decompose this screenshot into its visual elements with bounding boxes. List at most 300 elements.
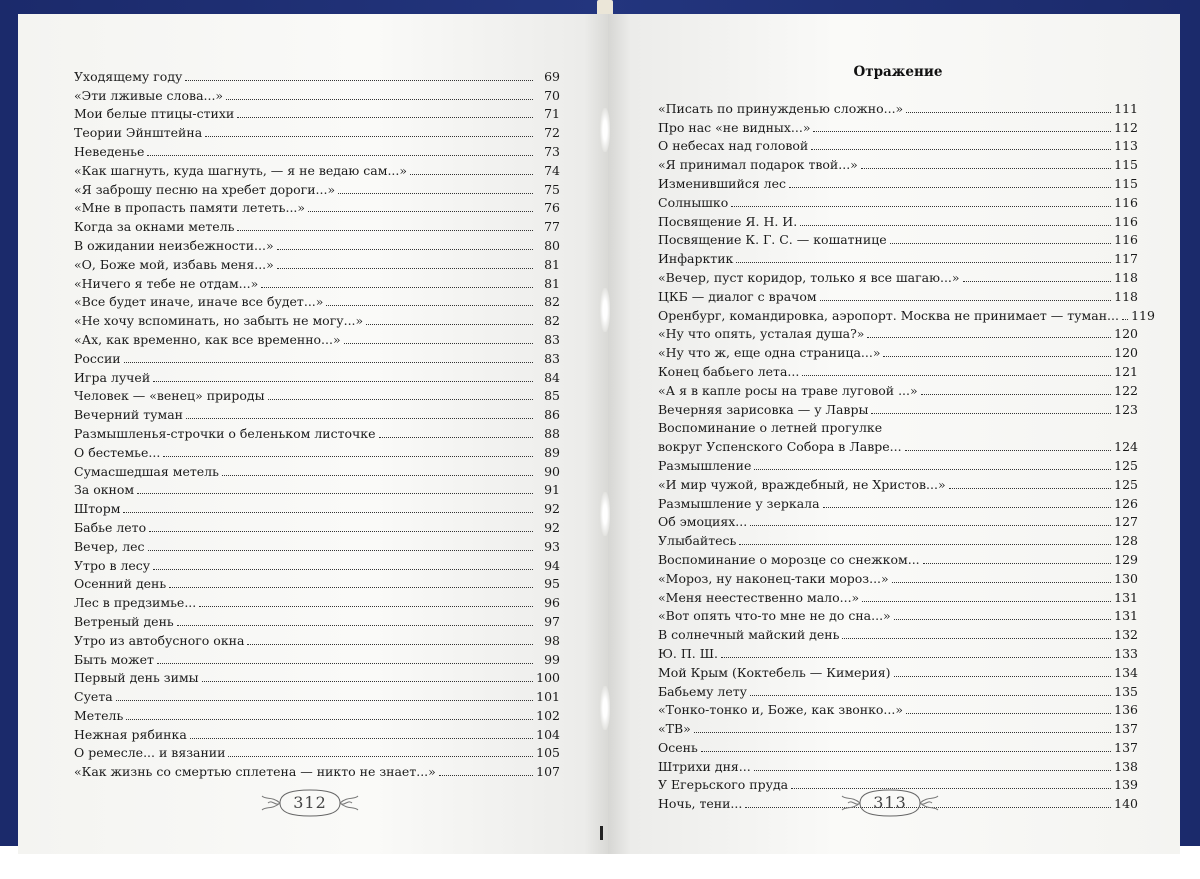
toc-entry-page: 92 bbox=[544, 519, 560, 535]
toc-entry bbox=[74, 348, 560, 367]
toc-entry bbox=[658, 643, 1138, 662]
toc-entry bbox=[658, 173, 1138, 192]
toc-entry-page: 138 bbox=[1114, 758, 1138, 774]
toc-entry-title: России bbox=[74, 350, 121, 366]
left-page-number: 312 bbox=[293, 793, 327, 812]
toc-entry-title: «А я в капле росы на траве луговой ...» bbox=[658, 382, 918, 398]
leader-dots bbox=[823, 507, 1111, 508]
toc-entry bbox=[74, 517, 560, 536]
leader-dots bbox=[820, 300, 1111, 301]
toc-entry-page: 129 bbox=[1114, 551, 1138, 567]
toc-entry-title: Изменившийся лес bbox=[658, 175, 787, 191]
toc-entry bbox=[658, 230, 1138, 249]
toc-entry-title: Уходящему году bbox=[74, 68, 183, 84]
toc-entry-title: Бабье лето bbox=[74, 519, 147, 535]
leader-dots bbox=[237, 117, 533, 118]
toc-entry-title: У Егерьского пруда bbox=[658, 777, 789, 793]
toc-entry bbox=[658, 248, 1138, 267]
leader-dots bbox=[754, 770, 1111, 771]
toc-entry-title: «Ничего я тебе не отдам...» bbox=[74, 275, 259, 291]
toc-entry-page: 81 bbox=[544, 275, 560, 291]
toc-entry-page: 102 bbox=[536, 707, 560, 723]
toc-entry-page: 101 bbox=[536, 689, 560, 705]
toc-entry bbox=[74, 198, 560, 217]
leader-dots bbox=[247, 644, 533, 645]
toc-entry bbox=[74, 122, 560, 141]
toc-entry-page: 130 bbox=[1114, 570, 1138, 586]
toc-entry bbox=[658, 380, 1138, 399]
toc-entry-page: 122 bbox=[1114, 382, 1138, 398]
toc-entry-title: Размышление bbox=[658, 457, 752, 473]
toc-entry-page: 136 bbox=[1114, 702, 1138, 718]
toc-entry bbox=[74, 611, 560, 630]
spine-mark bbox=[600, 826, 603, 840]
toc-entry bbox=[658, 549, 1138, 568]
toc-entry-page: 120 bbox=[1114, 326, 1138, 342]
toc-entry-page: 120 bbox=[1114, 345, 1138, 361]
toc-entry-title: Солнышко bbox=[658, 194, 729, 210]
leader-dots bbox=[124, 362, 533, 363]
leader-dots bbox=[883, 356, 1111, 357]
toc-entry-title: «Я принимал подарок твой...» bbox=[658, 157, 858, 173]
toc-entry bbox=[74, 592, 560, 611]
toc-entry-title: «Мне в пропасть памяти лететь...» bbox=[74, 200, 306, 216]
toc-entry-page: 118 bbox=[1114, 269, 1138, 285]
toc-entry-title: Метель bbox=[74, 707, 124, 723]
leader-dots bbox=[813, 131, 1111, 132]
leader-dots bbox=[202, 681, 533, 682]
toc-entry-page: 84 bbox=[544, 369, 560, 385]
toc-entry-title: Утро в лесу bbox=[74, 557, 151, 573]
toc-entry-title: «Не хочу вспоминать, но забыть не могу...» bbox=[74, 313, 364, 329]
toc-entry-title: Лес в предзимье... bbox=[74, 595, 197, 611]
toc-entry bbox=[74, 630, 560, 649]
leader-dots bbox=[701, 751, 1111, 752]
toc-entry bbox=[74, 141, 560, 160]
toc-entry-page: 95 bbox=[544, 576, 560, 592]
toc-entry-page: 96 bbox=[544, 595, 560, 611]
toc-entry-title: Мой Крым (Коктебель — Кимерия) bbox=[658, 664, 891, 680]
leader-dots bbox=[228, 756, 533, 757]
toc-entry bbox=[658, 681, 1138, 700]
leader-dots bbox=[862, 601, 1111, 602]
leader-dots bbox=[137, 493, 533, 494]
toc-entry-title: «Вечер, пуст коридор, только я все шагаю...» bbox=[658, 269, 960, 285]
leader-dots bbox=[890, 243, 1111, 244]
toc-entry-title: Ю. П. Ш. bbox=[658, 645, 718, 661]
toc-entry-page: 82 bbox=[544, 313, 560, 329]
toc-entry-page: 125 bbox=[1114, 457, 1138, 473]
leader-dots bbox=[750, 695, 1111, 696]
leader-dots bbox=[116, 700, 533, 701]
toc-entry-page: 93 bbox=[544, 538, 560, 554]
toc-entry-title: Человек — «венец» природы bbox=[74, 388, 265, 404]
toc-entry-page: 86 bbox=[544, 407, 560, 423]
leader-dots bbox=[905, 450, 1111, 451]
leader-dots bbox=[861, 168, 1111, 169]
toc-entry-title: Ветреный день bbox=[74, 613, 174, 629]
toc-entry bbox=[74, 649, 560, 668]
leader-dots bbox=[811, 149, 1111, 150]
toc-entry-page: 121 bbox=[1114, 363, 1138, 379]
leader-dots bbox=[894, 619, 1111, 620]
leader-dots bbox=[949, 488, 1111, 489]
toc-entry bbox=[658, 361, 1138, 380]
toc-entry-page: 100 bbox=[536, 670, 560, 686]
toc-entry-page: 91 bbox=[544, 482, 560, 498]
toc-entry bbox=[74, 574, 560, 593]
toc-entry bbox=[74, 254, 560, 273]
toc-entry-page: 94 bbox=[544, 557, 560, 573]
toc-entry bbox=[74, 461, 560, 480]
toc-entry bbox=[658, 305, 1155, 324]
toc-entry-page: 107 bbox=[536, 764, 560, 780]
toc-entry bbox=[74, 310, 560, 329]
toc-entry-page: 140 bbox=[1114, 796, 1138, 812]
toc-entry bbox=[74, 724, 560, 743]
toc-entry bbox=[74, 705, 560, 724]
toc-entry-page: 90 bbox=[544, 463, 560, 479]
toc-entry bbox=[658, 737, 1138, 756]
leader-dots bbox=[750, 525, 1111, 526]
toc-entry-page: 73 bbox=[544, 143, 560, 159]
toc-entry-page: 71 bbox=[544, 106, 560, 122]
toc-entry bbox=[658, 718, 1138, 737]
toc-entry bbox=[658, 286, 1138, 305]
toc-entry bbox=[74, 686, 560, 705]
leader-dots bbox=[226, 99, 533, 100]
toc-entry bbox=[74, 104, 560, 123]
left-toc-list bbox=[74, 66, 560, 780]
leader-dots bbox=[739, 544, 1111, 545]
toc-entry bbox=[74, 404, 560, 423]
leader-dots bbox=[694, 732, 1111, 733]
right-page bbox=[608, 14, 1180, 854]
toc-entry-page: 92 bbox=[544, 501, 560, 517]
leader-dots bbox=[906, 112, 1111, 113]
toc-entry-title: «И мир чужой, враждебный, не Христов...» bbox=[658, 476, 946, 492]
leader-dots bbox=[721, 657, 1111, 658]
toc-entry-title: «Эти лживые слова...» bbox=[74, 87, 224, 103]
toc-entry-page: 133 bbox=[1114, 645, 1138, 661]
leader-dots bbox=[153, 381, 533, 382]
leader-dots bbox=[923, 563, 1111, 564]
toc-entry bbox=[658, 342, 1138, 361]
toc-entry-page: 125 bbox=[1114, 476, 1138, 492]
toc-entry bbox=[658, 568, 1138, 587]
toc-entry bbox=[658, 587, 1138, 606]
leader-dots bbox=[199, 606, 533, 607]
toc-entry-title: Игра лучей bbox=[74, 369, 151, 385]
toc-entry-title: Первый день зимы bbox=[74, 670, 199, 686]
toc-entry-page: 81 bbox=[544, 256, 560, 272]
toc-entry bbox=[74, 85, 560, 104]
toc-entry-page: 139 bbox=[1114, 777, 1138, 793]
toc-entry-title: О бестемье... bbox=[74, 444, 161, 460]
toc-entry-title: О небесах над головой bbox=[658, 138, 809, 154]
toc-entry bbox=[74, 668, 560, 687]
leader-dots bbox=[338, 193, 533, 194]
toc-entry-page: 112 bbox=[1114, 119, 1138, 135]
toc-entry bbox=[74, 536, 560, 555]
leader-dots bbox=[800, 225, 1111, 226]
toc-entry-page: 69 bbox=[544, 68, 560, 84]
toc-entry-title: «Я заброшу песню на хребет дороги...» bbox=[74, 181, 336, 197]
leader-dots bbox=[277, 268, 533, 269]
toc-entry bbox=[658, 418, 1138, 456]
toc-entry-title: Сумасшедшая метель bbox=[74, 463, 219, 479]
toc-entry-title: Теории Эйнштейна bbox=[74, 125, 203, 141]
toc-entry-title: «Ах, как временно, как все временно...» bbox=[74, 331, 341, 347]
toc-entry bbox=[658, 136, 1138, 155]
toc-entry-page: 113 bbox=[1114, 138, 1138, 154]
leader-dots bbox=[148, 550, 533, 551]
toc-entry-page: 88 bbox=[544, 425, 560, 441]
toc-entry-page: 83 bbox=[544, 350, 560, 366]
leader-dots bbox=[169, 587, 533, 588]
binding-stitch bbox=[600, 108, 610, 152]
leader-dots bbox=[277, 249, 533, 250]
toc-entry-title: Осенний день bbox=[74, 576, 167, 592]
right-page-number: 313 bbox=[873, 793, 907, 812]
leader-dots bbox=[308, 211, 533, 212]
toc-entry-title: Мои белые птицы-стихи bbox=[74, 106, 235, 122]
toc-entry-page: 104 bbox=[536, 726, 560, 742]
toc-entry-title: «О, Боже мой, избавь меня...» bbox=[74, 256, 274, 272]
leader-dots bbox=[153, 569, 533, 570]
toc-entry-title: За окном bbox=[74, 482, 135, 498]
toc-entry bbox=[74, 179, 560, 198]
toc-entry-title: Об эмоциях... bbox=[658, 514, 748, 530]
toc-entry-page: 135 bbox=[1114, 683, 1138, 699]
leader-dots bbox=[186, 418, 533, 419]
leader-dots bbox=[410, 174, 533, 175]
leader-dots bbox=[205, 136, 533, 137]
leader-dots bbox=[802, 375, 1111, 376]
leader-dots bbox=[157, 663, 533, 664]
toc-entry-page: 124 bbox=[1114, 439, 1138, 455]
binding-stitch bbox=[600, 288, 610, 332]
toc-entry bbox=[74, 329, 560, 348]
toc-entry-title: Шторм bbox=[74, 501, 121, 517]
leader-dots bbox=[147, 155, 533, 156]
toc-entry bbox=[658, 98, 1138, 117]
toc-entry-page: 115 bbox=[1114, 157, 1138, 173]
toc-entry-page: 119 bbox=[1131, 307, 1155, 323]
toc-entry bbox=[658, 399, 1138, 418]
leader-dots bbox=[344, 343, 533, 344]
toc-entry-page: 97 bbox=[544, 613, 560, 629]
toc-entry-page: 76 bbox=[544, 200, 560, 216]
toc-entry bbox=[658, 662, 1138, 681]
toc-entry-title: «Меня неестественно мало...» bbox=[658, 589, 860, 605]
toc-entry-title: «ТВ» bbox=[658, 721, 691, 737]
toc-entry-title: «Мороз, ну наконец-таки мороз...» bbox=[658, 570, 889, 586]
toc-entry-title-continued: вокруг Успенского Собора в Лавре... bbox=[658, 439, 902, 455]
leader-dots bbox=[126, 719, 533, 720]
toc-entry-title: Ночь, тени... bbox=[658, 796, 743, 812]
toc-entry bbox=[74, 292, 560, 311]
toc-entry bbox=[658, 512, 1138, 531]
leader-dots bbox=[163, 456, 533, 457]
left-page bbox=[18, 14, 608, 854]
leader-dots bbox=[123, 512, 533, 513]
toc-entry bbox=[658, 192, 1138, 211]
toc-entry-page: 131 bbox=[1114, 608, 1138, 624]
binding-stitch bbox=[600, 492, 610, 536]
toc-entry-title: Неведенье bbox=[74, 143, 145, 159]
leader-dots bbox=[268, 399, 533, 400]
leader-dots bbox=[892, 582, 1111, 583]
leader-dots bbox=[149, 531, 533, 532]
toc-entry bbox=[74, 423, 560, 442]
toc-entry-page: 115 bbox=[1114, 175, 1138, 191]
toc-entry bbox=[658, 493, 1138, 512]
leader-dots bbox=[1122, 319, 1128, 320]
leader-dots bbox=[789, 187, 1111, 188]
toc-entry bbox=[74, 273, 560, 292]
toc-entry bbox=[74, 498, 560, 517]
toc-entry-title: Осень bbox=[658, 739, 698, 755]
leader-dots bbox=[185, 80, 533, 81]
toc-entry bbox=[658, 756, 1138, 775]
toc-entry-title: «Как шагнуть, куда шагнуть, — я не ведаю сам...» bbox=[74, 162, 408, 178]
toc-entry-page: 116 bbox=[1114, 194, 1138, 210]
toc-entry bbox=[658, 324, 1138, 343]
toc-entry bbox=[658, 624, 1138, 643]
toc-entry-title: Когда за окнами метель bbox=[74, 219, 235, 235]
toc-entry bbox=[74, 160, 560, 179]
toc-entry bbox=[658, 700, 1138, 719]
toc-entry bbox=[74, 66, 560, 85]
leader-dots bbox=[867, 337, 1111, 338]
leader-dots bbox=[921, 394, 1111, 395]
toc-entry-title: Воспоминание о морозце со снежком... bbox=[658, 551, 920, 567]
leader-dots bbox=[222, 475, 533, 476]
leader-dots bbox=[731, 206, 1111, 207]
toc-entry bbox=[74, 235, 560, 254]
toc-entry-page: 98 bbox=[544, 632, 560, 648]
toc-entry-title: Оренбург, командировка, аэропорт. Москва не принимает — туман... bbox=[658, 307, 1119, 323]
toc-entry-page: 131 bbox=[1114, 589, 1138, 605]
toc-entry bbox=[74, 367, 560, 386]
toc-entry-page: 116 bbox=[1114, 232, 1138, 248]
toc-entry-page: 126 bbox=[1114, 495, 1138, 511]
leader-dots bbox=[326, 305, 533, 306]
toc-entry-page: 72 bbox=[544, 125, 560, 141]
toc-entry-title: «Тонко-тонко и, Боже, как звонко...» bbox=[658, 702, 903, 718]
toc-entry-page: 111 bbox=[1114, 100, 1138, 116]
section-title: Отражение bbox=[853, 64, 943, 80]
toc-entry bbox=[658, 267, 1138, 286]
toc-entry-title: Посвящение Я. Н. И. bbox=[658, 213, 798, 229]
toc-entry-page: 70 bbox=[544, 87, 560, 103]
toc-entry bbox=[658, 606, 1138, 625]
leader-dots bbox=[379, 437, 533, 438]
toc-entry bbox=[658, 530, 1138, 549]
leader-dots bbox=[963, 281, 1111, 282]
toc-entry-page: 116 bbox=[1114, 213, 1138, 229]
toc-entry-title: Про нас «не видных...» bbox=[658, 119, 811, 135]
toc-entry-title: В ожидании неизбежности...» bbox=[74, 237, 274, 253]
toc-entry-page: 80 bbox=[544, 237, 560, 253]
toc-entry-title: ЦКБ — диалог с врачом bbox=[658, 288, 817, 304]
toc-entry-title: Нежная рябинка bbox=[74, 726, 187, 742]
right-toc-list bbox=[658, 98, 1155, 812]
leader-dots bbox=[366, 324, 533, 325]
leader-dots bbox=[754, 469, 1111, 470]
toc-entry-title: «Ну что ж, еще одна страница...» bbox=[658, 345, 881, 361]
toc-entry-page: 128 bbox=[1114, 533, 1138, 549]
toc-entry bbox=[658, 117, 1138, 136]
toc-entry-page: 123 bbox=[1114, 401, 1138, 417]
toc-entry-page: 85 bbox=[544, 388, 560, 404]
toc-entry-title: Вечерняя зарисовка — у Лавры bbox=[658, 401, 869, 417]
toc-entry bbox=[74, 743, 560, 762]
toc-entry-title: О ремесле... и вязании bbox=[74, 745, 226, 761]
binding-stitch bbox=[600, 686, 610, 730]
toc-entry bbox=[74, 761, 560, 780]
toc-entry-page: 82 bbox=[544, 294, 560, 310]
toc-entry bbox=[658, 455, 1138, 474]
toc-entry-page: 132 bbox=[1114, 627, 1138, 643]
toc-entry-title: Вечерний туман bbox=[74, 407, 183, 423]
toc-entry bbox=[658, 211, 1138, 230]
toc-entry-title: Суета bbox=[74, 689, 113, 705]
toc-entry-title: Инфарктик bbox=[658, 251, 734, 267]
toc-entry-title: Размышленья-строчки о беленьком листочке bbox=[74, 425, 376, 441]
toc-entry-title: Быть может bbox=[74, 651, 154, 667]
toc-entry-title: Улыбайтесь bbox=[658, 533, 737, 549]
toc-entry bbox=[74, 555, 560, 574]
leader-dots bbox=[261, 287, 533, 288]
toc-entry-title: Штрихи дня... bbox=[658, 758, 751, 774]
toc-entry-page: 137 bbox=[1114, 739, 1138, 755]
toc-entry-title: «Ну что опять, усталая душа?» bbox=[658, 326, 865, 342]
toc-entry-title: Вечер, лес bbox=[74, 538, 145, 554]
toc-entry-page: 105 bbox=[536, 745, 560, 761]
leader-dots bbox=[237, 230, 533, 231]
leader-dots bbox=[190, 738, 533, 739]
toc-entry-page: 77 bbox=[544, 219, 560, 235]
toc-entry-title: «Все будет иначе, иначе все будет...» bbox=[74, 294, 324, 310]
leader-dots bbox=[736, 262, 1111, 263]
toc-entry-title: Бабьему лету bbox=[658, 683, 748, 699]
toc-entry-page: 117 bbox=[1114, 251, 1138, 267]
toc-entry-page: 75 bbox=[544, 181, 560, 197]
toc-entry bbox=[658, 474, 1138, 493]
toc-entry-page: 99 bbox=[544, 651, 560, 667]
toc-entry bbox=[74, 442, 560, 461]
toc-entry-page: 89 bbox=[544, 444, 560, 460]
toc-entry-title: «Писать по принужденью сложно...» bbox=[658, 100, 904, 116]
leader-dots bbox=[439, 775, 533, 776]
leader-dots bbox=[842, 638, 1111, 639]
toc-entry-page: 134 bbox=[1114, 664, 1138, 680]
toc-entry-title: «Как жизнь со смертью сплетена — никто не знает...» bbox=[74, 764, 436, 780]
toc-entry-page: 137 bbox=[1114, 721, 1138, 737]
toc-entry-title: Конец бабьего лета... bbox=[658, 363, 800, 379]
toc-entry bbox=[658, 154, 1138, 173]
leader-dots bbox=[871, 413, 1111, 414]
toc-entry-title: Воспоминание о летней прогулке bbox=[658, 420, 883, 436]
left-page-number-cartouche bbox=[260, 784, 360, 822]
toc-entry-page: 118 bbox=[1114, 288, 1138, 304]
toc-entry-title: Посвящение К. Г. С. — кошатнице bbox=[658, 232, 887, 248]
toc-entry-page: 83 bbox=[544, 331, 560, 347]
toc-entry-page: 127 bbox=[1114, 514, 1138, 530]
toc-entry-page: 74 bbox=[544, 162, 560, 178]
